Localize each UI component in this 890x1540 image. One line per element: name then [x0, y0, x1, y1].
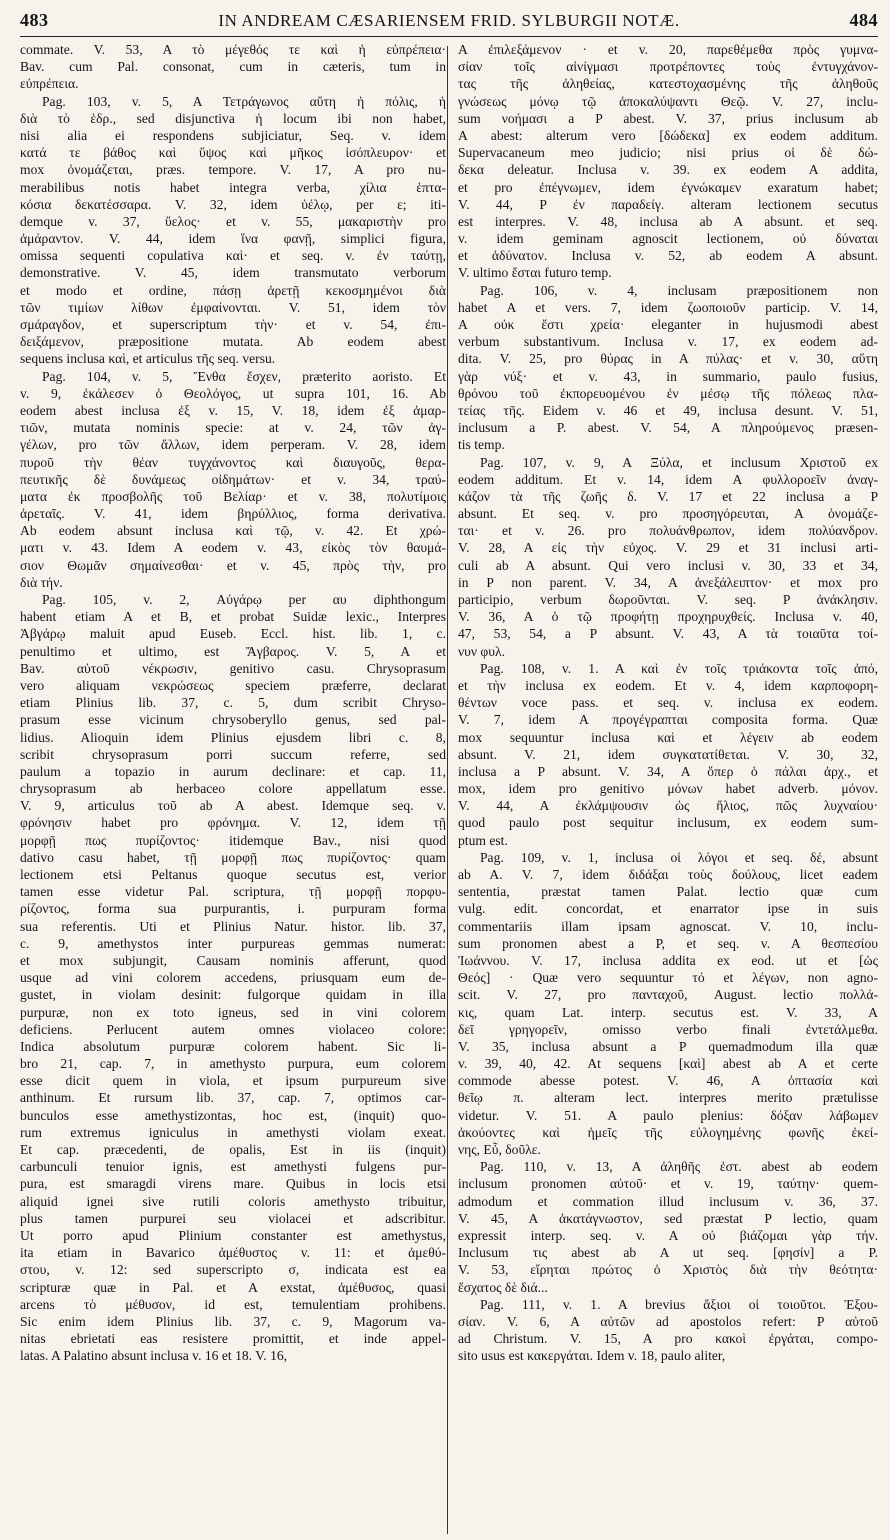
left-column — [20, 41, 446, 1364]
text-line: Pag. 103, v. 5, A Τετράγωνος αὕτη ἡ πόλις, ἡ — [42, 93, 446, 109]
text-line: Pag. 108, v. 1. A καὶ ἐν τοῖς τριάκοντα τοῖς ἀπό, — [480, 660, 878, 676]
note-paragraph — [20, 591, 446, 1364]
text-line: et pro ἐπέγνωμεν, idem ἐγνώκαμεν exaratum habet; — [458, 179, 878, 195]
text-line: prasum esse vicinum chrysoberyllo genus, sed pal- — [20, 712, 446, 728]
text-line: dativo casu habet, τῇ μορφῇ πως πυρίζοντος· quam — [20, 849, 446, 865]
running-header — [20, 10, 878, 31]
text-line: πυροῦ τὴν θέαν τυγχάνοντος καὶ διαυγοῦς, θερα- — [20, 454, 446, 470]
text-line: plus tamen purpurei seu violacei et adscribitur. — [20, 1210, 446, 1226]
text-line: τας τῆς ἀληθείας, κατεστοχασμένης τῆς ἀληθοῦς — [458, 76, 878, 92]
text-line: lectionem etsi Peltanus quoque secutus est, verior — [20, 867, 446, 882]
text-line: φρόνησιν habet pro φρόνημα. V. 12, idem τῇ — [20, 815, 446, 831]
text-line: culi ab A absunt. Qui vero inclusi v. 30, 33 et 34, — [458, 557, 878, 573]
note-paragraph — [458, 1158, 878, 1296]
text-line: vulg. edit. concordat, et enarrator ipse in suis — [458, 901, 878, 917]
text-line: anthinum. Et rursum lib. 37, cap. 7, optimos car- — [20, 1090, 446, 1106]
text-line: lidius. Alioquin idem Plinius ejusdem libri c. 8, — [20, 729, 446, 745]
text-line: ab A. V. 7, idem διδάξαι τοὺς δούλους, licet eadem — [458, 867, 878, 882]
text-line: pura, est smaragdi virens mare. Quibus in locis etsi — [20, 1176, 446, 1192]
text-line: τῶν τιμίων λίθων ἐμφαίνονται. V. 51, idem τὸν — [20, 299, 446, 315]
text-line: Ut porro apud Plinium constanter est amethystus, — [20, 1227, 446, 1243]
note-paragraph — [20, 41, 446, 93]
text-line: tis temp. — [458, 437, 505, 453]
text-line: mox, idem pro genitivo μόνων habet adverb. μόνον. — [458, 781, 878, 797]
text-line: κατά τε βάθος καὶ ὕψος καὶ μῆκος ἰσόπλευρον· et — [20, 145, 446, 161]
text-line: habet A et vers. 7, idem ζωοποιοῦν particip. V. 14, — [458, 299, 878, 315]
text-line: absunt. Et seq. v. pro προσηγόρευται, A ὀνομάζε- — [458, 506, 878, 522]
text-line: eodem abest inclusa ἐξ v. 15, V. 18, idem ἐξ ἁμαρ- — [20, 402, 446, 418]
text-line: V. 44, A ἐκλάμψουσιν ὡς ἥλιος, πῶς λυχναίου· — [458, 798, 878, 814]
text-line: sito usus est κακεργάται. Idem v. 18, paulo aliter, — [458, 1348, 726, 1364]
text-line: Pag. 104, v. 5, Ἔνθα ἔσχεν, præterito aoristo. Et — [42, 368, 446, 384]
text-line: ita etiam in Bavarico ἀμέθυστος v. 11: et ἀμεθύ- — [20, 1245, 446, 1261]
text-line: κάζον τὰ τῆς ζωῆς δ. V. 17 et 22 inclusa a P — [458, 488, 878, 504]
text-line: sum νοήμασι a P abest. V. 37, prius inclusum ab — [458, 110, 878, 126]
text-line: γὰρ νύξ· et v. 43, in summario, paulo fusius, — [458, 368, 878, 384]
text-line: στου, v. 12: sed superscripto σ, indicata est ea — [20, 1262, 446, 1278]
text-line: A abest: alterum vero [δώδεκα] ex eodem additum. — [458, 127, 878, 143]
text-line: absunt. V. 21, idem συγκατατίθεται. V. 30, 32, — [458, 746, 878, 762]
text-line: esse dicit quem in viola, et ipsum purpureum sive — [20, 1073, 446, 1089]
text-line: et ἀδύνατον. Inclusa v. 52, ab eodem A absunt. — [458, 248, 878, 264]
text-line: nitas ebrietati eas resistere promittit, et inde appel- — [20, 1331, 446, 1347]
text-line: A οὐκ ἔστι χρεία· eleganter in hujusmodi abest — [458, 317, 878, 332]
note-paragraph — [458, 660, 878, 849]
right-column — [458, 41, 878, 1364]
header-rule — [20, 36, 878, 37]
text-line: Inclusum τις abest ab A ut seq. [φησίν] a P. — [458, 1245, 878, 1261]
text-line: chrysoprasum ab herbaceo colore appellatum esse. — [20, 781, 446, 797]
column-divider — [447, 46, 448, 1534]
text-line: commentariis illam ipsam agnoscat. V. 10, inclu- — [458, 918, 878, 934]
text-line: etiam Plinius lib. 37, c. 5, dum scribit Chryso- — [20, 695, 446, 711]
text-line: 47, 53, 54, a P absunt. V. 43, A τὰ τοιαῦτα τοί- — [458, 626, 878, 642]
text-line: tamen esse videtur Pal. scriptura, τῇ μορφῇ πορφυ- — [20, 884, 446, 900]
text-line: mox ὀνομάζεται, præs. tempore. V. 17, A pro nu- — [20, 162, 446, 178]
text-line: σίαν τοῖς αἰνίγμασι προτρέποντες τοὺς ἐντυγχάνον- — [458, 59, 878, 75]
text-line: ται· et v. 26. pro πολυάνθρωπον, idem πολύανδρον. — [458, 523, 878, 539]
text-line: δειξάμενον, præpositione mutata. Ab eodem abest — [20, 334, 446, 350]
text-line: carbunculi tenuior ignis, est amethysti fulgens pur- — [20, 1159, 446, 1175]
text-line: et mox subjungit, Causam nominis afferunt, quod — [20, 952, 446, 968]
text-line: Θεός] · Quæ vero sequuntur τό et λέγων, non agno- — [458, 970, 878, 986]
text-line: habent etiam A et B, et probat Suidæ lexic., Interpres — [20, 609, 446, 625]
text-line: Pag. 106, v. 4, inclusam præpositionem non — [480, 282, 878, 298]
text-line: v. 9, ἐκάλεσεν ὁ Θεολόγος, ut supra 101, 16. Ab — [20, 385, 446, 401]
text-line: arcens τὸ μέθυσον, id est, temulentiam prohibens. — [20, 1296, 446, 1312]
left-page-number: 483 — [20, 10, 49, 30]
text-line: ad Christum. V. 15, A pro κακοὶ ἐργάται, compo- — [458, 1331, 878, 1347]
text-line: et modo et ordine, πάσῃ ἀρετῇ κεκοσμημένοι διὰ — [20, 282, 446, 298]
text-line: rum extremus igniculus in amethysti violam exeat. — [20, 1124, 446, 1140]
text-line: sua referentis. Uti et Plinius Natur. histor. lib. 37, — [20, 918, 446, 934]
text-line: v. idem geminam agnoscit lectionem, οὐ δύναται — [458, 231, 878, 247]
text-line: penultimo et ultimo, est Ἄγβαρος. V. 5, A et — [20, 643, 446, 659]
text-line: διὰ τὸ ἑδρ., sed disjunctiva ἡ locum ibi non habet, — [20, 110, 446, 126]
text-line: γνώσεως μόνῳ τῷ ἀποκαλύψαντι Θεῷ. V. 27, inclu- — [458, 93, 878, 109]
text-line: V. 36, A ὁ τῷ προφήτῃ προχηρυχθείς. Inclusa v. 40, — [458, 609, 878, 625]
text-line: sententia, præstat tamen Palat. lectio quæ cum — [458, 884, 878, 900]
text-line: Pag. 105, v. 2, Αὐγάρῳ per αυ diphthongum — [42, 592, 446, 607]
text-line: ἀκούοντες καὶ ἡμεῖς τῆς εὐλογημένης φωνῆς ἐκεί- — [458, 1124, 878, 1140]
text-line: Indica absolutum purpuræ colorem habent. Sic li- — [20, 1038, 446, 1054]
text-line: gustet, in violam desinit: fulgorque quidam in illa — [20, 987, 446, 1003]
text-line: θεῖῳ π. alteram lect. interpres merito prætulisse — [458, 1090, 878, 1106]
text-line: scripturæ quæ in Pal. et A exstat, ἀμέθυσος, quasi — [20, 1279, 446, 1295]
text-line: τιῶν, mutata nominis specie: at v. 24, τῶν ἀγ- — [20, 420, 446, 436]
text-line: demque v. 37, ὕελος· et v. 55, μακαριστὴν pro — [20, 213, 446, 229]
text-line: inclusa a P absunt. V. 34, A ὅπερ ὁ πάλαι ἀρχ., et — [458, 763, 878, 779]
note-paragraph — [458, 41, 878, 282]
text-line: νης, Εὖ, δοῦλε. — [458, 1142, 541, 1157]
text-line: εὐπρέπεια. — [20, 76, 79, 92]
text-line: usque ad vini colorem accedens, priusquam eum de- — [20, 970, 446, 986]
text-line: Pag. 110, v. 13, A ἀληθῆς ἐστ. abest ab eodem — [480, 1159, 878, 1175]
text-line: inclusum pronomen αὐτοῦ· et v. 19, ταύτην· quem- — [458, 1176, 878, 1192]
text-line: δεῖ γρηγορεῖν, omisso verbo finali ἐντετάλμεθα. — [458, 1021, 878, 1037]
text-line: πευτικῆς δὲ δυνάμεως οἰδημάτων· et v. 34, τραύ- — [20, 471, 446, 487]
text-line: ματα ἐκ προσβολῆς τοῦ Βελίαρ· et v. 38, πολυτίμοις — [20, 488, 446, 504]
text-line: V. 35, inclusa absunt a P quemadmodum illa quæ — [458, 1038, 878, 1054]
text-line: expressit interp. seq. v. A οὐ βιάζομαι γὰρ τήν. — [458, 1227, 878, 1243]
text-line: θέντων voce pass. et seq. v. inclusa ex eodem. — [458, 695, 878, 711]
text-line: est interpres. V. 48, inclusa ab A absunt. et seq. — [458, 213, 878, 229]
text-line: nisi alia ei respondens subjiciatur, Seq. v. idem — [20, 127, 446, 143]
note-paragraph — [458, 1296, 878, 1365]
text-line: bro 21, cap. 7, in amethysto purpura, eum colorem — [20, 1056, 446, 1072]
text-line: commode abesse potest. V. 46, A ὀπτασία καὶ — [458, 1073, 878, 1089]
text-line: aliquid ignei sive rutili coloris amethysto tribuitur, — [20, 1193, 446, 1209]
text-line: demonstrative. V. 45, idem transmutato verborum — [20, 265, 446, 281]
text-line: ἀμάραντον. V. 44, idem ἵνα φανῇ, simplici figura, — [20, 231, 446, 247]
text-line: paulum a topazio in aurum declinare: et cap. 11, — [20, 763, 446, 779]
text-line: v. 39, 40, 42. At sequens [καὶ] abest ab A et certe — [458, 1056, 878, 1072]
text-line: Ἀβγάρῳ maluit apud Euseb. Eccl. hist. lib. 1, c. — [20, 626, 446, 642]
text-line: κις, quam Lat. interp. secutus est. V. 33, A — [458, 1004, 878, 1020]
text-line: participio, verbum δωροῦνται. V. seq. P ἀνάκλησιν. — [458, 592, 878, 607]
text-line: A ἐπιλεξάμενον · et v. 20, παρεθέμεθα πρὸς γυμνα- — [458, 42, 878, 57]
text-line: μορφῇ πως πυρίζοντος· itidemque Bav., nisi quod — [20, 832, 446, 848]
text-line: ἔσχατος δὲ διά... — [458, 1279, 548, 1295]
text-line: θρόνου τοῦ ἐκπορευομένου ἐν μέσῳ τῆς πόλεως πλα- — [458, 385, 878, 401]
text-line: videtur. V. 51. A paulo plenius: δόξαν λάβωμεν — [458, 1107, 878, 1123]
text-line: vero aliquam νεκρώσεως speciem præferre, declarat — [20, 677, 446, 693]
text-line: κόσια δεκατέσσαρα. V. 32, idem ὑέλῳ, per ε; iti- — [20, 196, 446, 212]
text-line: bunculos esse amethystizontas, hoc est, (inquit) quo- — [20, 1107, 446, 1123]
text-line: Bav. αὐτοῦ νέκρωσιν, genitivo casu. Chrysoprasum — [20, 660, 446, 676]
text-line: Sic enim idem Plinius lib. 37, c. 9, Magorum va- — [20, 1313, 446, 1329]
text-line: in P non parent. V. 34, A ἀνεξάλειπτον· et mox pro — [458, 574, 878, 590]
text-line: V. 44, P ἐν παραδείγ. alteram lectionem secutus — [458, 196, 878, 212]
text-line: διὰ τήν. — [20, 574, 63, 590]
text-line: δεκα deleatur. Inclusa v. 39. ex eodem A addita, — [458, 162, 878, 178]
text-line: γέλων, pro τῶν ἄλλων, idem perperam. V. 28, idem — [20, 437, 446, 453]
text-line: Bav. cum Pal. consonat, cum in cæteris, tum in — [20, 59, 446, 75]
text-line: sum pronomen abest a P, et seq. v. A θεσπεσίου — [458, 935, 878, 951]
note-paragraph — [20, 93, 446, 368]
text-line: ρίζοντος, forma sua purpurantis, i. purpuram forma — [20, 901, 446, 917]
text-line: dita. V. 25, pro θύρας in A πύλας· et v. 30, αὕτη — [458, 351, 878, 367]
text-line: Pag. 109, v. 1, inclusa οἱ λόγοι et seq. δέ, absunt — [480, 849, 878, 865]
text-line: Pag. 111, v. 1. A brevius ἄξιοι οἱ τοιοῦτοι. Ἐξου- — [480, 1296, 878, 1312]
text-line: σίαν. V. 6, A αὐτῶν ad apostolos refert: P αὐτοῦ — [458, 1313, 878, 1329]
text-line: deficiens. Perlucent autem omnes violaceo colore: — [20, 1021, 446, 1037]
running-title: IN ANDREAM CÆSARIENSEM FRID. SYLBURGII NOTÆ. — [218, 11, 680, 30]
text-line: V. 53, εἴρηται πρώτος ὁ Χριστὸς διὰ τὴν θεότητα· — [458, 1262, 878, 1278]
text-line: Ab eodem absunt inclusa καὶ τῷ, v. 42. Et χρώ- — [20, 523, 446, 539]
text-line: Pag. 107, v. 9, A Ξύλα, et inclusum Χριστοῦ ex — [480, 454, 878, 470]
text-line: quod paulo post sequitur inclusum, ex eodem sum- — [458, 815, 878, 831]
note-paragraph — [458, 454, 878, 660]
text-columns — [20, 41, 878, 1364]
text-line: τείας τῆς. Eidem v. 46 et 49, inclusa desunt. V. 51, — [458, 402, 878, 418]
text-line: V. ultimo ἔσται futuro temp. — [458, 265, 612, 281]
text-line: sequens inclusa καὶ, et articulus τῆς seq. versu. — [20, 351, 276, 367]
note-paragraph — [20, 368, 446, 591]
text-line: Ἰωάννου. V. 17, inclusa addita ex eod. ut et [ὡς — [458, 952, 878, 968]
text-line: ἀρεταῖς. V. 41, idem βηρύλλιος, forma derivativa. — [20, 506, 446, 522]
text-line: V. 28, A εἰς τὴν εὐχος. V. 29 et 31 inclusi arti- — [458, 540, 878, 556]
text-line: σιον Θωμᾶν σημαίνεσθαι· et v. 45, πρὸς τὴν, pro — [20, 557, 446, 573]
text-line: V. 45, A ἀκατάγνωστον, sed præstat P lectio, quam — [458, 1210, 878, 1226]
text-line: et τὴν inclusa ex eodem. Et v. 4, idem καρποφορη- — [458, 677, 878, 693]
text-line: mox sequuntur inclusa καὶ et λέγειν ab eodem — [458, 729, 878, 745]
text-line: Supervacaneum meo judicio; nisi prius οἱ δὲ δώ- — [458, 145, 878, 161]
text-line: σμάραγδον, et superscriptum τὴν· et v. 54, ἐπι- — [20, 317, 446, 332]
text-line: V. 9, articulus τοῦ ab A abest. Idemque seq. v. — [20, 798, 446, 814]
text-line: Et cap. præcedenti, de opalis, Est in iis (inquit) — [20, 1142, 446, 1157]
text-line: c. 9, amethystos inter purpureas gemmas numerat: — [20, 935, 446, 951]
text-line: purpuræ, non ex toto igneus, sed in vini colorem — [20, 1004, 446, 1020]
text-line: admodum et commation illud inclusum v. 36, 37. — [458, 1193, 878, 1209]
note-paragraph — [458, 282, 878, 454]
right-page-number: 484 — [849, 10, 878, 30]
note-paragraph — [458, 849, 878, 1158]
text-line: ματι v. 43. Idem A eodem v. 43, εἰκὸς τὸν θαυμά- — [20, 540, 446, 556]
text-line: ptum est. — [458, 832, 508, 848]
text-line: scribit chrysoprasum porri succum referre, sed — [20, 746, 446, 762]
text-line: latas. A Palatino absunt inclusa v. 16 et 18. V. 16, — [20, 1348, 288, 1364]
text-line: commate. V. 53, A τὸ μέγεθός τε καὶ ἡ εὐπρέπεια· — [20, 42, 446, 57]
text-line: merabilibus notis habet integra verba, χίλια ἑπτα- — [20, 179, 446, 195]
text-line: inclusum a P. abest. V. 54, A πληρούμενος præsen- — [458, 420, 878, 436]
text-line: omissa sequenti copulativa καὶ· et seq. v. ἐν ταύτῃ, — [20, 248, 446, 264]
text-line: V. 7, idem A προγέγραπται composita forma. Quæ — [458, 712, 878, 728]
text-line: eodem additum. Et v. 14, idem A φυλλοροεῖν ἀναγ- — [458, 471, 878, 487]
text-line: scit. V. 27, pro πανταχοῦ, August. lectio πολλά- — [458, 987, 878, 1003]
text-line: verbum substantivum. Inclusa v. 17, ex eodem ad- — [458, 334, 878, 350]
text-line: νυν φυλ. — [458, 643, 505, 659]
